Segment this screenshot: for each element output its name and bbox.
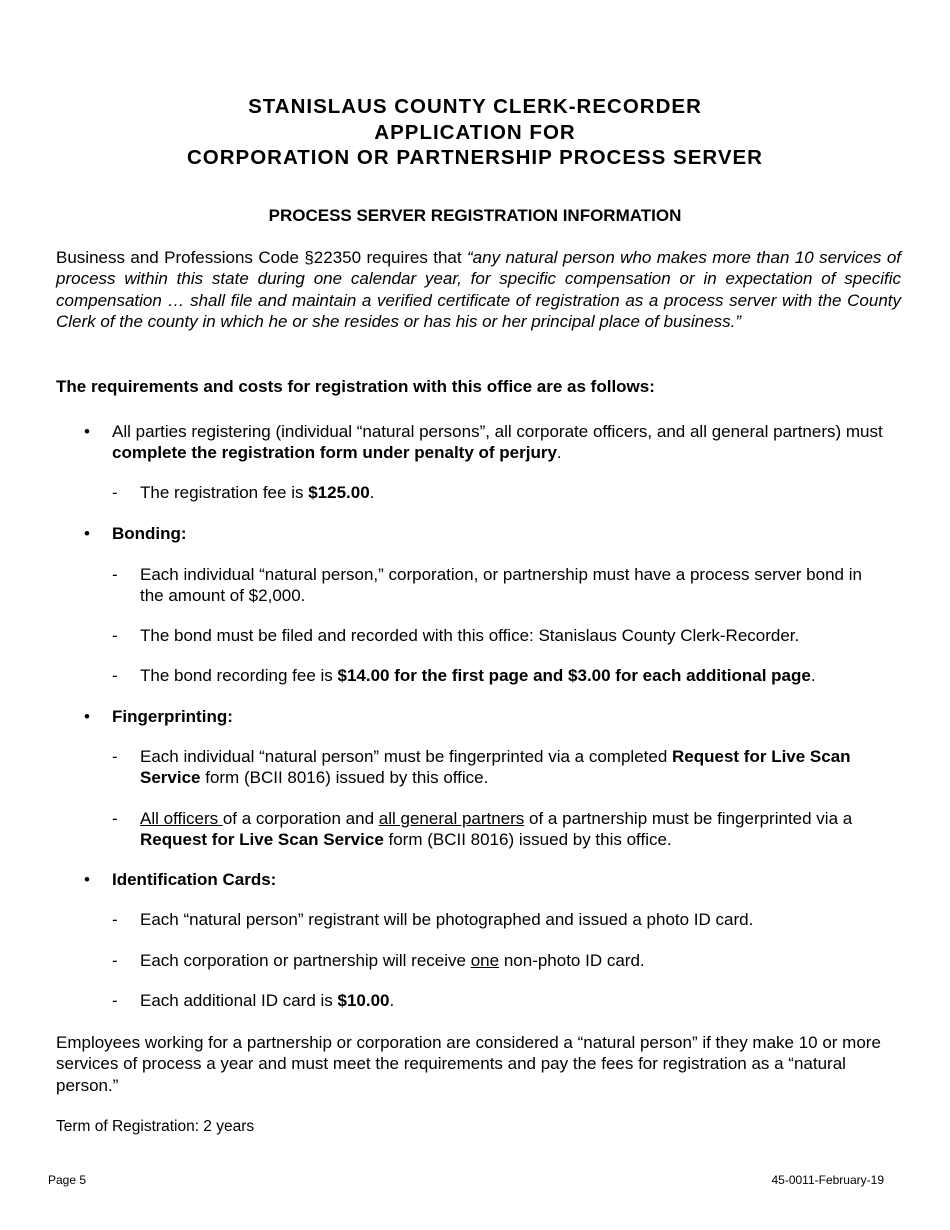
registration-text-end: . [556, 443, 562, 462]
bonding-fee-text [140, 665, 890, 686]
dash-marker: - [112, 666, 118, 685]
dash-marker: - [112, 565, 118, 584]
fee-end: . [369, 483, 375, 502]
id-non-photo-lead: Each corporation or partnership will receive [140, 951, 471, 970]
form-id: 45-0011-February-19 [771, 1173, 884, 1187]
intro-paragraph [56, 247, 901, 332]
requirements-heading: The requirements and costs for registration with this office are as follows: [56, 377, 655, 396]
dash-marker: - [112, 951, 118, 970]
fee-amount: $125.00 [308, 483, 370, 502]
title-line-process-server: CORPORATION OR PARTNERSHIP PROCESS SERVER [187, 146, 763, 169]
section-heading: PROCESS SERVER REGISTRATION INFORMATION [268, 206, 682, 225]
dash-marker: - [112, 910, 118, 929]
bullet-dot: • [84, 524, 90, 543]
id-cards-heading: Identification Cards: [112, 870, 277, 889]
id-additional-fee: $10.00 [337, 991, 390, 1010]
closing-paragraph: Employees working for a partnership or corporation are considered a “natural person” if they make 10 or more services of process a year and must meet the requirements and pay the fees for registration as a “natural person.” [56, 1033, 881, 1095]
fp-individual-form: Request for Live Scan Service [140, 747, 851, 787]
fp-officers-text: of a corporation and [222, 809, 379, 828]
fingerprint-officers-text [140, 808, 890, 850]
fp-individual-end: form (BCII 8016) issued by this office. [200, 768, 489, 787]
fp-general-partners: all general partners [378, 809, 525, 828]
fee-label: The registration fee is [140, 483, 309, 502]
registration-text-bold: complete the registration form under penalty of perjury [112, 443, 557, 462]
fp-all-officers: All officers [140, 809, 223, 828]
dash-marker: - [112, 991, 118, 1010]
id-non-photo-end: non-photo ID card. [499, 951, 645, 970]
fp-officers-form: Request for Live Scan Service [140, 830, 384, 849]
bond-fee-amount: $14.00 for the first page and $3.00 for each additional page [337, 666, 811, 685]
dash-marker: - [112, 747, 118, 766]
page-number: Page 5 [48, 1173, 87, 1187]
fp-partners-text: of a partnership must be fingerprinted via a [524, 809, 853, 828]
bond-fee-label: The bond recording fee is [140, 666, 338, 685]
fp-officers-end: form (BCII 8016) issued by this office. [383, 830, 672, 849]
term-of-registration: Term of Registration: 2 years [56, 1118, 255, 1135]
id-non-photo-text [140, 950, 890, 971]
title-line-county: STANISLAUS COUNTY CLERK-RECORDER [248, 95, 702, 118]
id-photo-text: Each “natural person” registrant will be photographed and issued a photo ID card. [140, 910, 754, 929]
fingerprint-individual-text [140, 746, 890, 788]
bonding-filing-text: The bond must be filed and recorded with this office: Stanislaus County Clerk-Recorder. [140, 626, 800, 645]
bonding-amount-text: Each individual “natural person,” corporation, or partnership must have a process server bond in the amount of $2,000. [140, 565, 862, 605]
fingerprinting-heading: Fingerprinting: [112, 707, 233, 726]
bullet-dot: • [84, 870, 90, 889]
bond-fee-end: . [810, 666, 816, 685]
document-title [0, 94, 950, 171]
dash-marker: - [112, 809, 118, 828]
id-additional-text [140, 990, 890, 1011]
bullet-registration-text [112, 421, 892, 463]
fp-individual-text: Each individual “natural person” must be fingerprinted via a completed [140, 747, 673, 766]
id-non-photo-one: one [470, 951, 500, 970]
id-additional-label: Each additional ID card is [140, 991, 338, 1010]
intro-lead: Business and Professions Code §22350 requires that [56, 248, 467, 267]
dash-marker: - [112, 483, 118, 502]
registration-fee-text [140, 482, 890, 503]
id-additional-end: . [389, 991, 395, 1010]
bonding-heading: Bonding: [112, 524, 187, 543]
dash-marker: - [112, 626, 118, 645]
registration-text: All parties registering (individual “natural persons”, all corporate officers, and all general partners) must [112, 422, 883, 441]
bullet-dot: • [84, 707, 90, 726]
intro-quote: “any natural person who makes more than 10 services of process within this state during one calendar year, for specific compensation or in expectation of specific compensation … shall file and maintain a verified certificate of registration as a process server with the County Clerk of the county in which he or she resides or has his or her principal place of business.” [56, 248, 901, 331]
title-line-application: APPLICATION FOR [374, 120, 576, 144]
bullet-dot: • [84, 422, 90, 441]
